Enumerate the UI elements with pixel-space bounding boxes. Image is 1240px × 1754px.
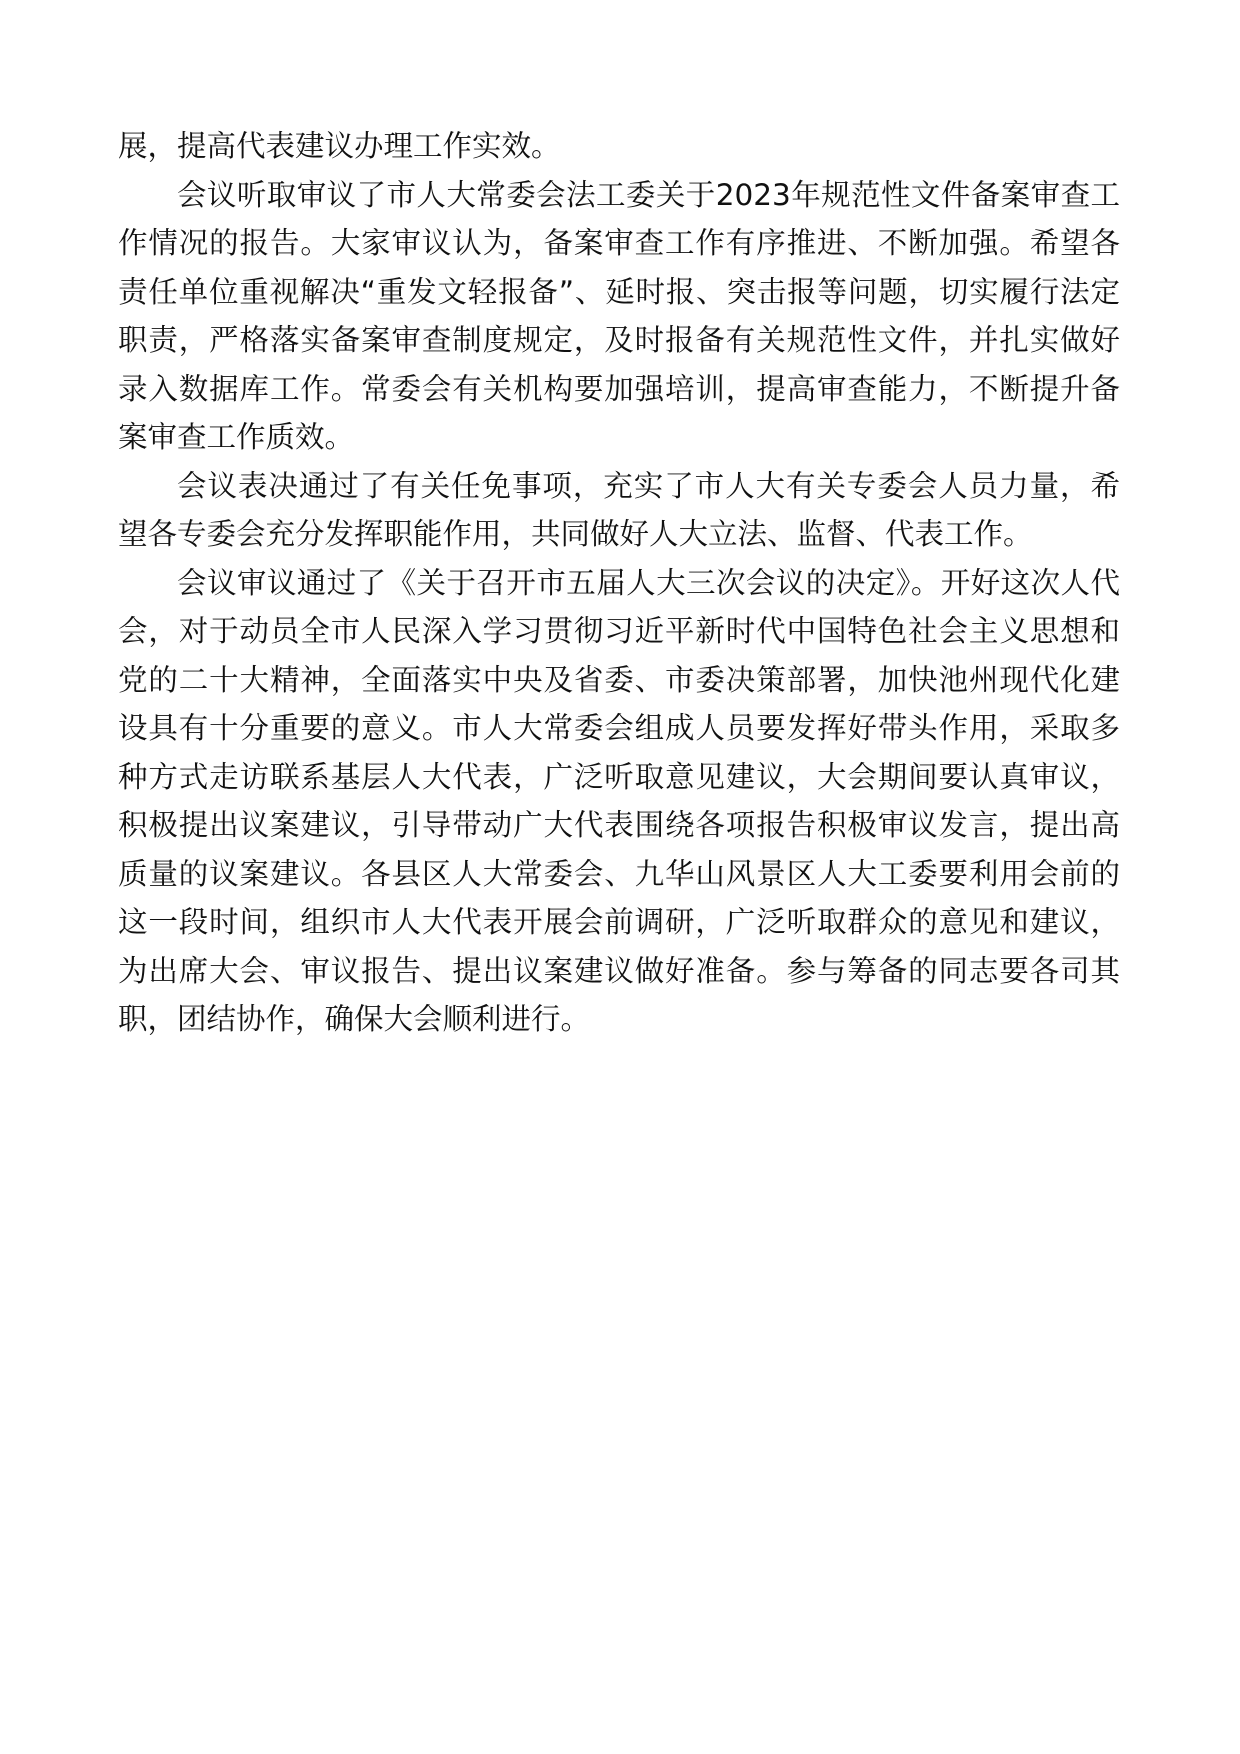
paragraph-1: 展，提高代表建议办理工作实效。	[118, 129, 561, 163]
paragraph-3: 会议表决通过了有关任免事项，充实了市人大有关专委会人员力量，希望各专委会充分发挥职能作用，共同做好人大立法、监督、代表工作。	[118, 468, 1120, 551]
paragraph-2: 会议听取审议了市人大常委会法工委关于2023年规范性文件备案审查工作情况的报告。大家审议认为，备案审查工作有序推进、不断加强。希望各责任单位重视解决“重发文轻报备”、延时报、突击报等问题，切实履行法定职责，严格落实备案审查制度规定，及时报备有关规范性文件，并扎实做好录入数据库工作。常委会有关机构要加强培训，提高审查能力，不断提升备案审查工作质效。	[118, 177, 1120, 454]
paragraph-4: 会议审议通过了《关于召开市五届人大三次会议的决定》。开好这次人代会，对于动员全市人民深入学习贯彻习近平新时代中国特色社会主义思想和党的二十大精神，全面落实中央及省委、市委决策部署，加快池州现代化建设具有十分重要的意义。市人大常委会组成人员要发挥好带头作用，采取多种方式走访联系基层人大代表，广泛听取意见建议，大会期间要认真审议，积极提出议案建议，引导带动广大代表围绕各项报告积极审议发言，提出高质量的议案建议。各县区人大常委会、九华山风景区人大工委要利用会前的这一段时间，组织市人大代表开展会前调研，广泛听取群众的意见和建议，为出席大会、审议报告、提出议案建议做好准备。参与筹备的同志要各司其职，团结协作，确保大会顺利进行。	[118, 565, 1120, 1036]
document-body	[118, 122, 1120, 1044]
